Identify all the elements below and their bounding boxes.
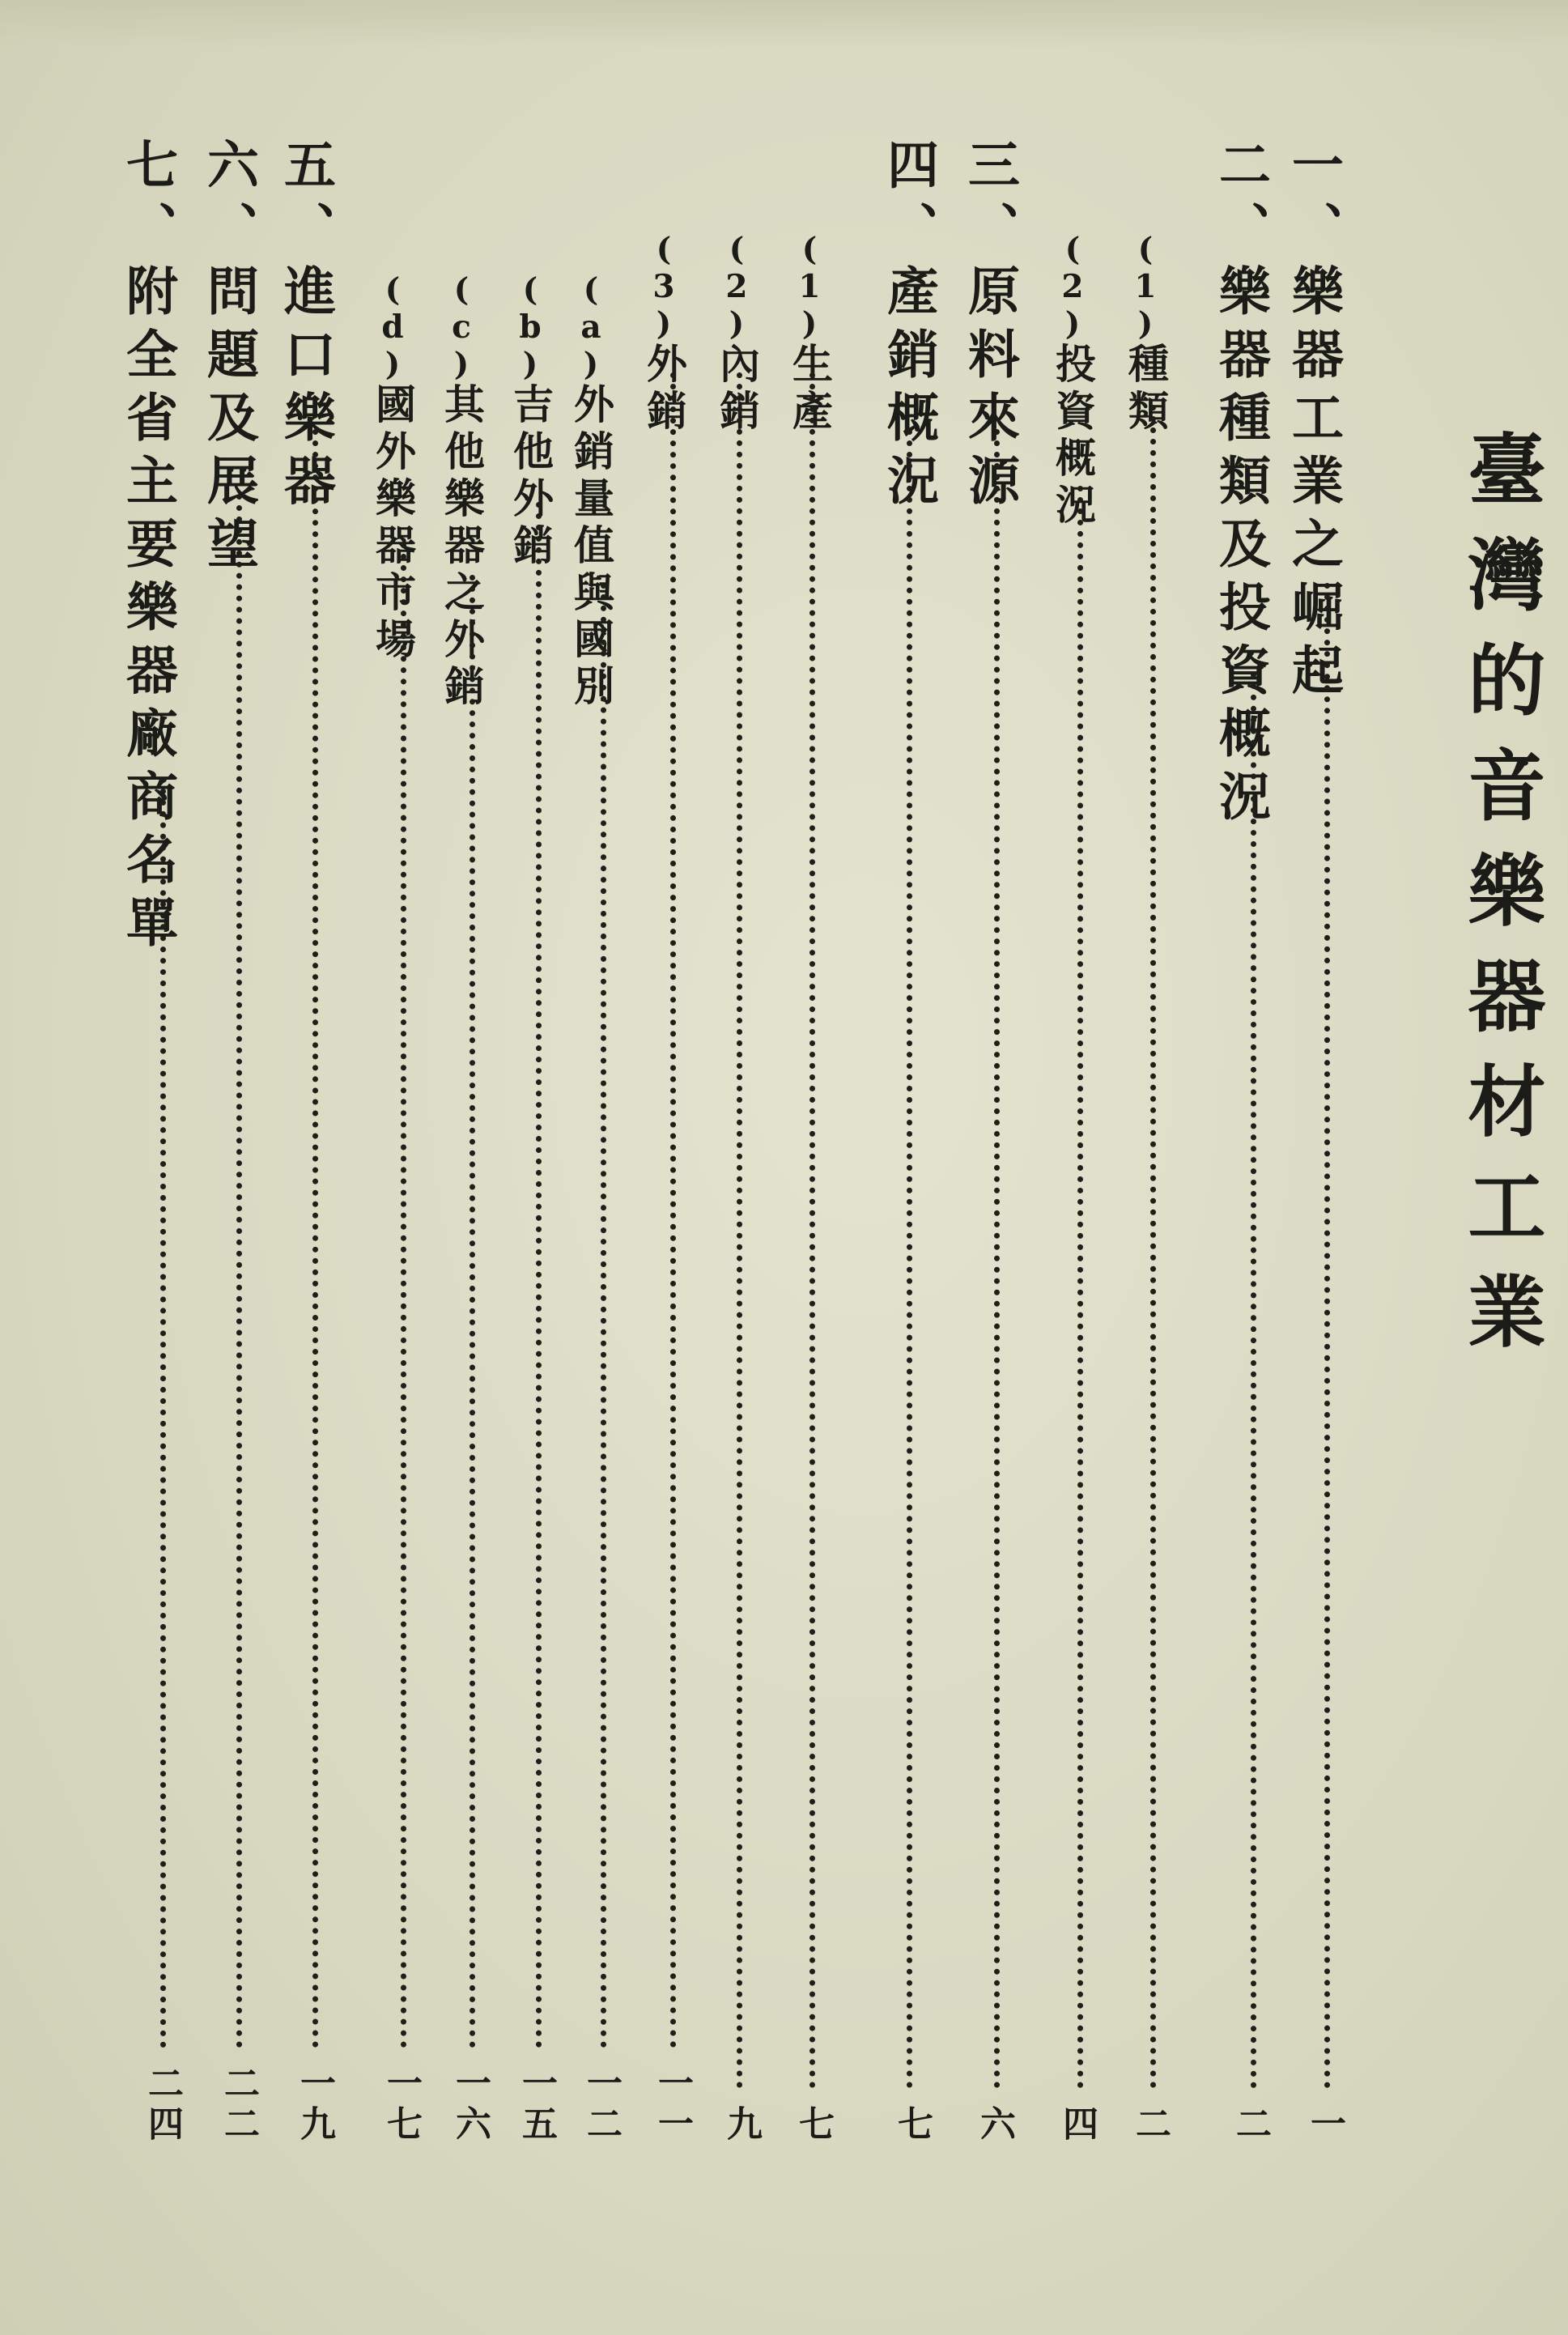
- toc-entry-number: (2): [718, 231, 755, 342]
- toc-leader: [907, 429, 912, 2089]
- toc-leader: [401, 542, 406, 2048]
- toc-entry-number: (2): [1054, 231, 1091, 342]
- toc-page-number: 二二: [218, 2065, 259, 2146]
- toc-leader: [737, 372, 742, 2089]
- toc-leader: [994, 429, 1000, 2089]
- toc-leader: [809, 372, 815, 2089]
- toc-entry-label: 種類: [1122, 342, 1170, 436]
- toc-entry-1: [1283, 138, 1344, 706]
- toc-page-number: 七: [792, 2105, 834, 2146]
- document-title: 臺灣的音樂器材工業: [1455, 429, 1547, 1376]
- toc-page-number: 一二: [580, 2065, 622, 2146]
- toc-page-number: 二: [1129, 2105, 1171, 2146]
- toc-entry-4-3: [640, 231, 688, 436]
- toc-page-number: 六: [974, 2105, 1015, 2146]
- toc-entry-label: 其他樂器之外銷: [438, 383, 486, 712]
- toc-entry-label: 五、進口樂器: [275, 138, 336, 517]
- toc-entry-2-2: [1049, 231, 1097, 530]
- toc-leader: [312, 429, 318, 2048]
- toc-leader: [470, 575, 475, 2048]
- toc-entry-4-3-d: [369, 271, 417, 665]
- toc-entry-label: 四、產銷概況: [878, 138, 939, 517]
- toc-entry-number: (3): [645, 231, 682, 342]
- toc-entry-label: 三、原料來源: [959, 138, 1020, 517]
- toc-entry-3: [959, 138, 1020, 517]
- toc-entry-label: 外銷量值與國別: [567, 383, 615, 712]
- toc-page-number: 一五: [516, 2065, 557, 2146]
- toc-page-number: 四: [1056, 2105, 1098, 2146]
- toc-leader: [536, 502, 542, 2048]
- toc-page-number: 一七: [380, 2065, 422, 2146]
- toc-entry-5: [275, 138, 336, 517]
- toc-entry-number: (1): [1127, 231, 1164, 342]
- toc-leader: [1324, 583, 1330, 2089]
- toc-entry-number: (b): [512, 271, 549, 383]
- toc-page-number: 二: [1230, 2105, 1271, 2146]
- toc-leader: [1150, 405, 1156, 2089]
- toc-leader: [1077, 486, 1083, 2089]
- toc-entry-4-3-c: [438, 271, 486, 712]
- toc-leader: [160, 777, 166, 2048]
- toc-page-number: 七: [891, 2105, 933, 2146]
- toc-entry-label: 外銷: [640, 342, 688, 436]
- toc-leader: [236, 494, 242, 2048]
- toc-entry-label: 七、附全省主要樂器廠商名單: [117, 138, 178, 959]
- toc-entry-number: (a): [572, 271, 610, 383]
- toc-entry-2-1: [1122, 231, 1170, 436]
- toc-entry-label: 生產: [786, 342, 834, 436]
- toc-entry-number: (d): [374, 271, 411, 383]
- toc-page-number: 九: [720, 2105, 762, 2146]
- toc-entry-number: (c): [443, 271, 480, 383]
- toc-page-number: 一一: [652, 2065, 693, 2146]
- toc-entry-2: [1210, 138, 1271, 832]
- toc-entry-6: [198, 138, 259, 580]
- toc-entry-label: 內銷: [713, 342, 761, 436]
- toc-page-number: 一九: [294, 2065, 335, 2146]
- toc-entry-label: 一、樂器工業之崛起: [1283, 138, 1344, 706]
- toc-page-number: 一六: [449, 2065, 491, 2146]
- toc-entry-4-3-b: [507, 271, 555, 571]
- toc-entry-label: 投資概況: [1049, 342, 1097, 530]
- toc-entry-label: 二、樂器種類及投資概況: [1210, 138, 1271, 832]
- toc-page-number: 一: [1304, 2105, 1345, 2146]
- toc-entry-label: 國外樂器市場: [369, 383, 417, 665]
- toc-entry-label: 六、問題及展望: [198, 138, 259, 580]
- toc-entry-number: (1): [791, 231, 828, 342]
- page-edge-shadow: [0, 0, 1568, 49]
- toc-entry-label: 吉他外銷: [507, 383, 555, 571]
- toc-leader: [601, 583, 606, 2048]
- toc-leader: [1251, 672, 1256, 2089]
- toc-page-number: 二四: [142, 2065, 183, 2146]
- toc-leader: [670, 372, 676, 2048]
